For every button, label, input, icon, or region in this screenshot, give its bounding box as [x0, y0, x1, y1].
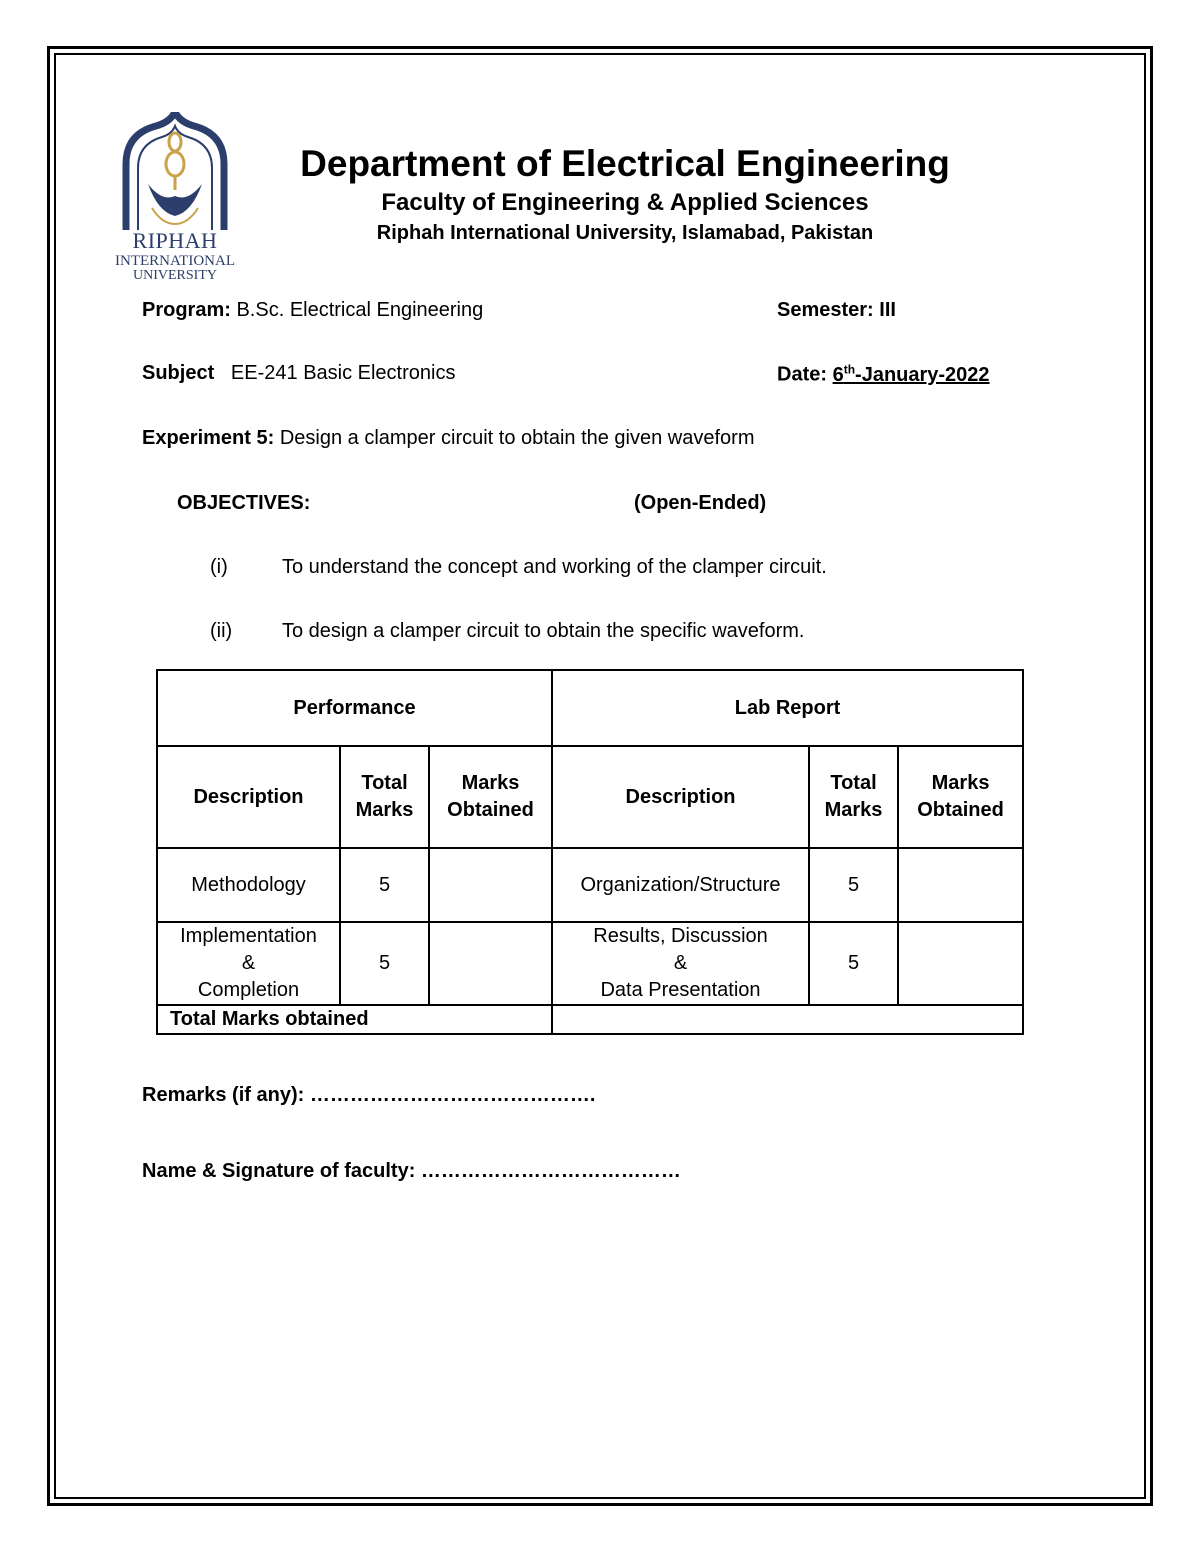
objective-text: To understand the concept and working of the clamper circuit.	[282, 556, 827, 578]
col-total-marks: Total Marks	[340, 746, 429, 848]
table-row	[157, 848, 1023, 922]
lab-report-group-header: Lab Report	[552, 670, 1023, 746]
report-total-cell: 5	[809, 922, 898, 1005]
perf-obtained-cell[interactable]	[429, 848, 552, 922]
performance-group-header: Performance	[157, 670, 552, 746]
report-obtained-cell[interactable]	[898, 922, 1023, 1005]
experiment-text: Design a clamper circuit to obtain the given waveform	[274, 427, 755, 449]
experiment-label: Experiment 5:	[142, 427, 275, 449]
subject-label: Subject	[142, 362, 215, 384]
department-title: Department of Electrical Engineering	[300, 143, 950, 184]
marks-table	[156, 669, 1024, 1035]
report-obtained-cell[interactable]	[898, 848, 1023, 922]
total-marks-label: Total Marks obtained	[157, 1005, 552, 1034]
faculty-title: Faculty of Engineering & Applied Sciences	[381, 189, 869, 216]
col-marks-obtained: Marks Obtained	[898, 746, 1023, 848]
experiment-line	[142, 427, 755, 450]
logo-emblem-icon	[112, 112, 238, 230]
report-description-cell: Organization/Structure	[552, 848, 809, 922]
col-marks-obtained: Marks Obtained	[429, 746, 552, 848]
university-title: Riphah International University, Islamabad, Pakistan	[376, 222, 874, 244]
program-line	[142, 299, 483, 322]
perf-total-cell: 5	[340, 922, 429, 1005]
col-total-marks: Total Marks	[809, 746, 898, 848]
perf-description-cell: Implementation & Completion	[157, 922, 340, 1005]
logo-name-line3: UNIVERSITY	[133, 268, 217, 283]
perf-total-cell: 5	[340, 848, 429, 922]
report-total-cell: 5	[809, 848, 898, 922]
table-row	[157, 922, 1023, 1005]
total-row	[157, 1005, 1023, 1034]
objectives-heading: OBJECTIVES:	[177, 492, 311, 514]
remarks-line: Remarks (if any): …………………………………….	[142, 1084, 596, 1106]
semester-label: Semester: III	[777, 299, 896, 321]
perf-obtained-cell[interactable]	[429, 922, 552, 1005]
signature-line: Name & Signature of faculty: …………………………………	[142, 1160, 681, 1182]
table-column-header-row	[157, 746, 1023, 848]
col-description: Description	[157, 746, 340, 848]
objective-number: (ii)	[210, 620, 233, 642]
col-description: Description	[552, 746, 809, 848]
perf-description-cell: Methodology	[157, 848, 340, 922]
objective-number: (i)	[210, 556, 228, 578]
subject-value: EE-241 Basic Electronics	[230, 362, 456, 384]
program-label: Program:	[142, 299, 231, 321]
date-line	[777, 362, 990, 387]
university-logo	[112, 112, 238, 283]
date-label: Date:	[777, 363, 833, 386]
program-value: B.Sc. Electrical Engineering	[230, 299, 484, 321]
date-value: 6th-January-2022	[832, 362, 990, 386]
report-description-cell: Results, Discussion & Data Presentation	[552, 922, 809, 1005]
logo-name-line1: RIPHAH	[132, 228, 218, 253]
total-marks-value[interactable]	[552, 1005, 1023, 1034]
logo-name-line2: INTERNATIONAL	[115, 253, 235, 269]
open-ended-tag: (Open-Ended)	[634, 492, 767, 514]
subject-line	[142, 362, 455, 385]
objective-text: To design a clamper circuit to obtain the specific waveform.	[282, 620, 805, 642]
table-group-header-row	[157, 670, 1023, 746]
